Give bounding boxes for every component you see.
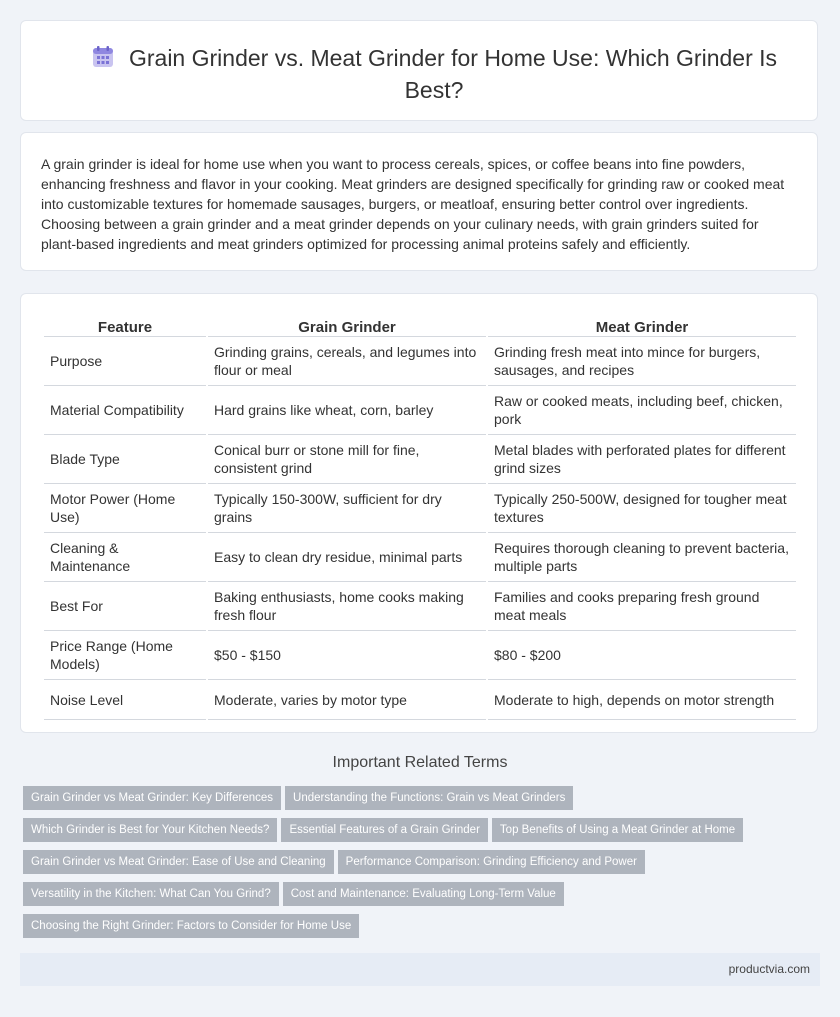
title-card (20, 20, 818, 121)
feature-cell: Blade Type (44, 435, 206, 484)
table-row (44, 582, 796, 631)
feature-cell: Best For (44, 582, 206, 631)
grain-cell: Hard grains like wheat, corn, barley (208, 386, 486, 435)
feature-cell: Cleaning & Maintenance (44, 533, 206, 582)
calendar-icon (91, 45, 115, 76)
related-tag[interactable]: Which Grinder is Best for Your Kitchen Needs? (23, 818, 277, 842)
related-tag[interactable]: Grain Grinder vs Meat Grinder: Ease of Use and Cleaning (23, 850, 334, 874)
grain-cell: Typically 150-300W, sufficient for dry grains (208, 484, 486, 533)
table-header-row (44, 314, 796, 337)
related-tag[interactable]: Cost and Maintenance: Evaluating Long-Term Value (283, 882, 564, 906)
grain-cell: Easy to clean dry residue, minimal parts (208, 533, 486, 582)
related-tag[interactable]: Versatility in the Kitchen: What Can You Grind? (23, 882, 279, 906)
table-row (44, 484, 796, 533)
related-tag[interactable]: Performance Comparison: Grinding Efficiency and Power (338, 850, 645, 874)
feature-cell: Motor Power (Home Use) (44, 484, 206, 533)
comparison-table (42, 314, 798, 720)
related-tag[interactable]: Understanding the Functions: Grain vs Meat Grinders (285, 786, 573, 810)
related-tag[interactable]: Grain Grinder vs Meat Grinder: Key Differences (23, 786, 281, 810)
meat-cell: Moderate to high, depends on motor strength (488, 680, 796, 720)
related-tag[interactable]: Top Benefits of Using a Meat Grinder at Home (492, 818, 743, 842)
meat-cell: Requires thorough cleaning to prevent bacteria, multiple parts (488, 533, 796, 582)
grain-cell: Grinding grains, cereals, and legumes into flour or meal (208, 337, 486, 386)
feature-cell: Noise Level (44, 680, 206, 720)
grain-cell: Baking enthusiasts, home cooks making fresh flour (208, 582, 486, 631)
related-tags (23, 786, 803, 946)
related-tag[interactable]: Essential Features of a Grain Grinder (281, 818, 487, 842)
feature-cell: Material Compatibility (44, 386, 206, 435)
table-row (44, 533, 796, 582)
related-terms-heading: Important Related Terms (332, 754, 508, 771)
table-row (44, 631, 796, 680)
table-row (44, 337, 796, 386)
related-tag[interactable]: Choosing the Right Grinder: Factors to Consider for Home Use (23, 914, 359, 938)
meat-cell: Families and cooks preparing fresh ground meat meals (488, 582, 796, 631)
header-feature: Feature (44, 314, 206, 337)
meat-cell: Raw or cooked meats, including beef, chicken, pork (488, 386, 796, 435)
grain-cell: $50 - $150 (208, 631, 486, 680)
comparison-card (20, 293, 818, 733)
meat-cell: $80 - $200 (488, 631, 796, 680)
feature-cell: Price Range (Home Models) (44, 631, 206, 680)
feature-cell: Purpose (44, 337, 206, 386)
table-row (44, 435, 796, 484)
table-row (44, 386, 796, 435)
meat-cell: Metal blades with perforated plates for different grind sizes (488, 435, 796, 484)
table-row (44, 680, 796, 720)
page-title-wrap (81, 44, 787, 105)
meat-cell: Grinding fresh meat into mince for burgers, sausages, and recipes (488, 337, 796, 386)
grain-cell: Moderate, varies by motor type (208, 680, 486, 720)
footer-site-link[interactable]: productvia.com (728, 962, 810, 976)
grain-cell: Conical burr or stone mill for fine, consistent grind (208, 435, 486, 484)
meat-cell: Typically 250-500W, designed for tougher meat textures (488, 484, 796, 533)
intro-card (20, 132, 818, 271)
header-grain-grinder: Grain Grinder (208, 314, 486, 337)
footer (20, 953, 820, 986)
intro-paragraph: A grain grinder is ideal for home use when you want to process cereals, spices, or coffee beans into fine powders, enhancing freshness and flavor in your cooking. Meat grinders are designed specifically for grinding raw or cooked meat into customizable textures for homemade sausages, burgers, or meatloaf, ensuring better control over ingredients. Choosing between a grain grinder and a meat grinder depends on your culinary needs, with grain grinders suited for plant-based ingredients and meat grinders optimized for processing animal proteins safely and efficiently. (41, 156, 785, 252)
page-title: Grain Grinder vs. Meat Grinder for Home Use: Which Grinder Is Best? (128, 45, 778, 103)
header-meat-grinder: Meat Grinder (488, 314, 796, 337)
